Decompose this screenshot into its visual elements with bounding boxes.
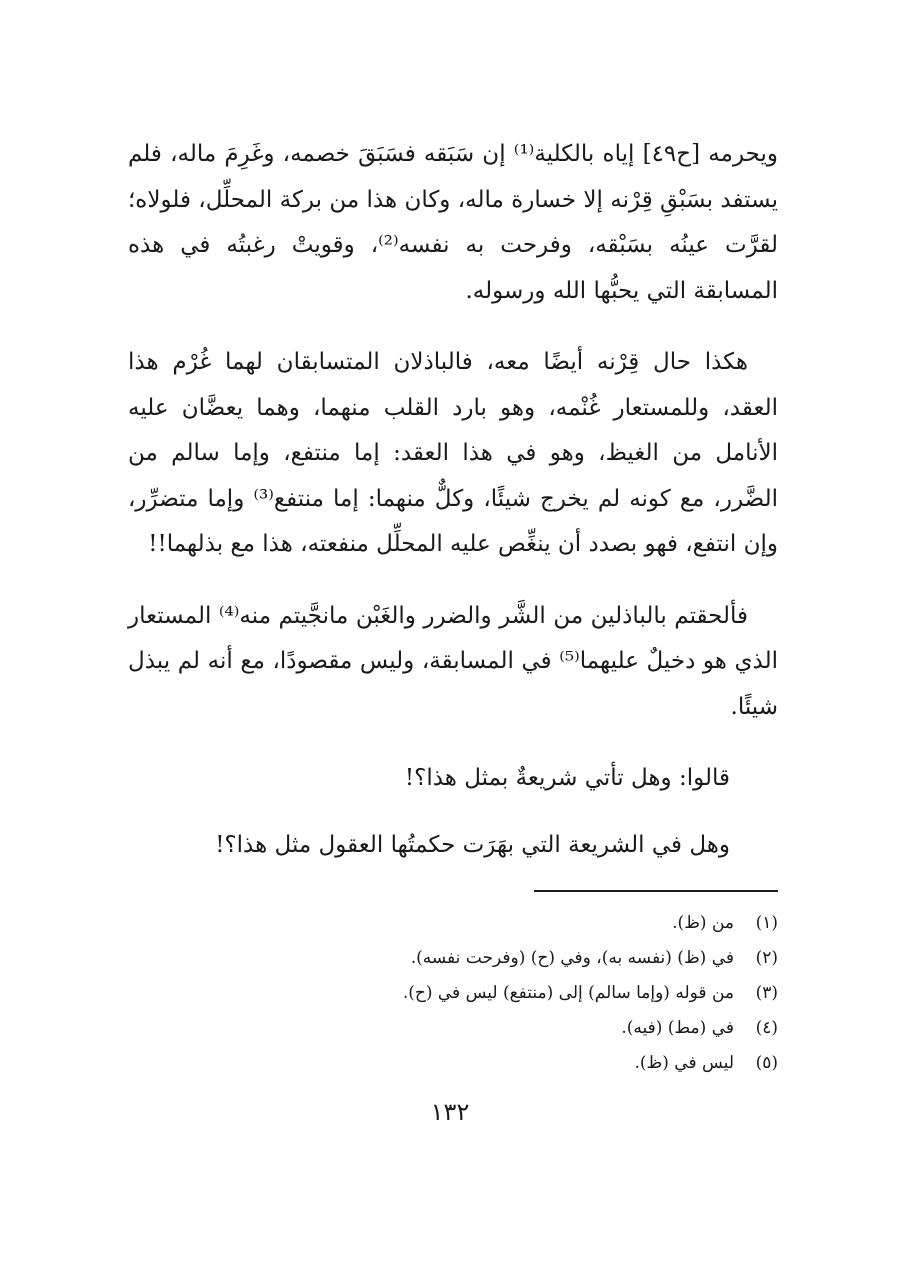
page-body	[128, 132, 778, 890]
footnote-text: ليس في (ظ).	[634, 1053, 734, 1073]
paragraph-3: فألحقتم بالباذلين من الشَّر والضرر والغَبْن مانجَّيتم منه⁽⁴⁾ المستعار الذي هو دخيلٌ عليهما⁽⁵⁾ في المسابقة، وليس مقصودًا، مع أنه لم يبذل شيئًا.	[128, 602, 778, 720]
footnote-separator	[534, 890, 778, 892]
footnote-item	[218, 941, 778, 976]
quote-line-1: قالوا: وهل تأتي شريعةٌ بمثل هذا؟!	[404, 765, 730, 791]
footnote-number: (٥)	[755, 1053, 778, 1073]
footnote-text: في (ظ) (نفسه به)، وفي (ح) (وفرحت نفسه).	[410, 948, 734, 968]
footnote-text: في (مط) (فيه).	[621, 1018, 734, 1038]
paragraph-1: ويحرمه [ح٤٩] إياه بالكلية⁽¹⁾ إن سَبَقه فسَبَقَ خصمه، وغَرِمَ ماله، فلم يستفد بسَبْقِ قِرْنه إلا خسارة ماله، وكان هذا من بركة المحلِّل، فلولاه؛ لقرَّت عينُه بسَبْقه، وفرحت به نفسه⁽²⁾، وقويتْ رغبتُه في هذه المسابقة التي يحبُّها الله ورسوله.	[128, 141, 778, 304]
footnotes	[218, 906, 778, 1081]
footnote-item	[218, 1011, 778, 1046]
footnote-number: (٢)	[755, 948, 778, 968]
quote-line-2: وهل في الشريعة التي بهَرَت حكمتُها العقول مثل هذا؟!	[215, 832, 730, 858]
footnote-text: من قوله (وإما سالم) إلى (منتفع) ليس في (ح).	[402, 983, 734, 1003]
footnote-text: من (ظ).	[672, 913, 734, 933]
footnote-item	[218, 976, 778, 1011]
footnote-number: (٤)	[755, 1018, 778, 1038]
paragraph-2: هكذا حال قِرْنه أيضًا معه، فالباذلان المتسابقان لهما غُرْم هذا العقد، وللمستعار غُنْمه، وهو بارد القلب منهما، وهما يعضَّان عليه الأنامل من الغيظ، وهو في هذا العقد: إما منتفع، وإما سالم من الضَّرر، مع كونه لم يخرج شيئًا، وكلٌّ منهما: إما منتفع⁽³⁾ وإما متضرِّر، وإن انتفع، فهو بصدد أن ينغِّص عليه المحلِّل منفعته، هذا مع بذلهما!!	[128, 349, 778, 557]
page-number: ١٣٢	[430, 1098, 470, 1126]
footnote-item	[218, 1046, 778, 1081]
footnote-number: (٣)	[755, 983, 778, 1003]
footnote-number: (١)	[755, 913, 778, 933]
footnote-item	[218, 906, 778, 941]
